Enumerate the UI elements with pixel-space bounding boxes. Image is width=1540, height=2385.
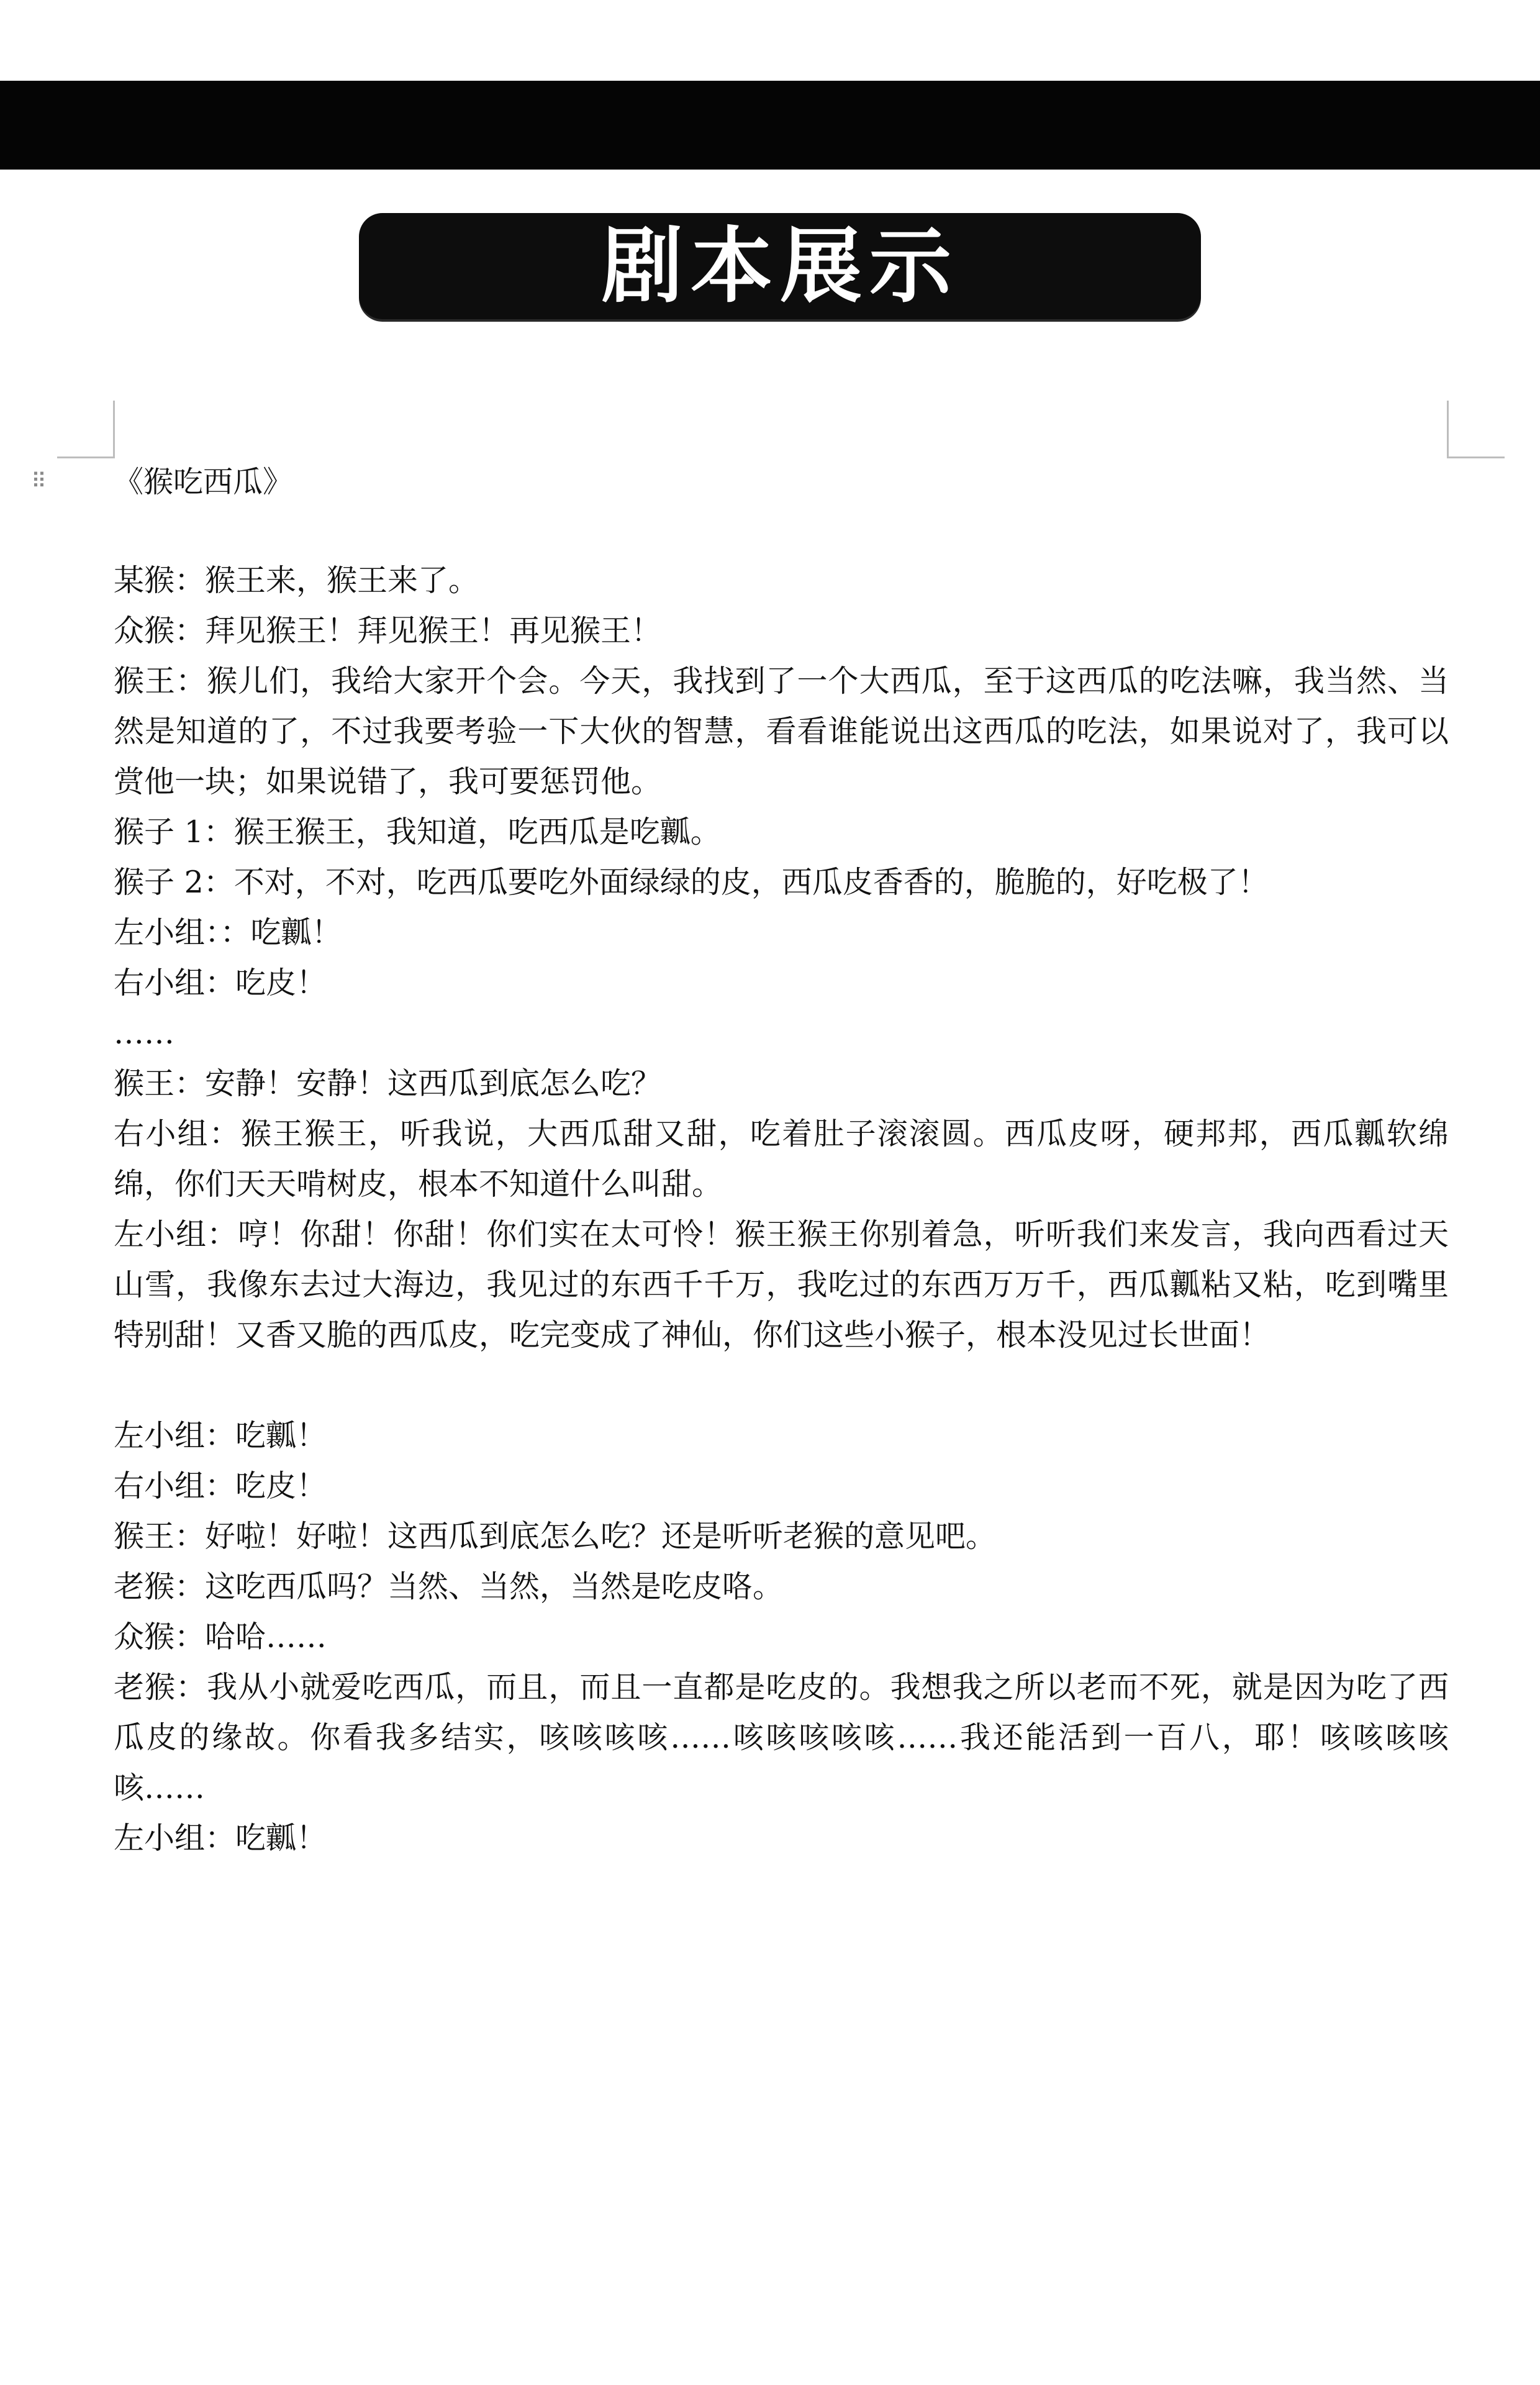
script-line: 左小组：哼！你甜！你甜！你们实在太可怜！猴王猴王你别着急，听听我们来发言，我向西看过天山雪，我像东去过大海边，我见过的东西千千万，我吃过的东西万万千，西瓜瓤粘又粘，吃到嘴里特别甜！又香又脆的西瓜皮，吃完变成了神仙，你们这些小猴子，根本没见过长世面！ <box>114 1217 1449 1353</box>
script-line: 右小组：吃皮！ <box>114 965 327 1001</box>
top-black-banner <box>0 81 1540 170</box>
script-line: 右小组：猴王猴王，听我说，大西瓜甜又甜，吃着肚子滚滚圆。西瓜皮呀，硬邦邦，西瓜瓤软绵绵，你们天天啃树皮，根本不知道什么叫甜。 <box>114 1116 1449 1202</box>
script-line: 右小组：吃皮！ <box>114 1468 327 1504</box>
script-title: 《猴吃西瓜》 <box>114 465 293 499</box>
script-line: 某猴：猴王来，猴王来了。 <box>114 563 479 598</box>
script-line: 众猴：哈哈…… <box>114 1619 327 1655</box>
script-line: 猴王：安静！安静！这西瓜到底怎么吃？ <box>114 1066 662 1101</box>
script-line: 左小组：吃瓤！ <box>114 1820 327 1856</box>
script-line: 众猴：拜见猴王！拜见猴王！再见猴王！ <box>114 613 662 648</box>
script-line: 左小组：：吃瓤！ <box>114 915 342 950</box>
script-line: 猴子 2：不对，不对，吃西瓜要吃外面绿绿的皮，西瓜皮香香的，脆脆的，好吃极了！ <box>114 865 1269 900</box>
drag-handle-icon[interactable]: ⠿ <box>31 469 47 494</box>
script-line: 猴子 1：猴王猴王，我知道，吃西瓜是吃瓤。 <box>114 814 721 850</box>
page-corner-mark-left <box>57 401 115 458</box>
script-line: 左小组：吃瓤！ <box>114 1418 327 1453</box>
script-document <box>114 460 1449 1863</box>
script-line: 猴王：猴儿们，我给大家开个会。今天，我找到了一个大西瓜，至于这西瓜的吃法嘛，我当然、当然是知道的了，不过我要考验一下大伙的智慧，看看谁能说出这西瓜的吃法，如果说对了，我可以赏他一块；如果说错了，我可要惩罚他。 <box>114 663 1449 799</box>
title-banner <box>359 213 1201 319</box>
script-line: 老猴：我从小就爱吃西瓜，而且，而且一直都是吃皮的。我想我之所以老而不死，就是因为吃了西瓜皮的缘故。你看我多结实，咳咳咳咳……咳咳咳咳咳……我还能活到一百八，耶！咳咳咳咳咳…… <box>114 1670 1449 1806</box>
blank-line <box>114 1360 1449 1411</box>
page-corner-mark-right <box>1447 401 1505 458</box>
page-title: 剧本展示 <box>601 218 959 314</box>
script-line: 老猴：这吃西瓜吗？当然、当然，当然是吃皮咯。 <box>114 1569 784 1604</box>
script-line: 猴王：好啦！好啦！这西瓜到底怎么吃？还是听听老猴的意见吧。 <box>114 1519 997 1554</box>
script-line: …… <box>114 1015 174 1051</box>
